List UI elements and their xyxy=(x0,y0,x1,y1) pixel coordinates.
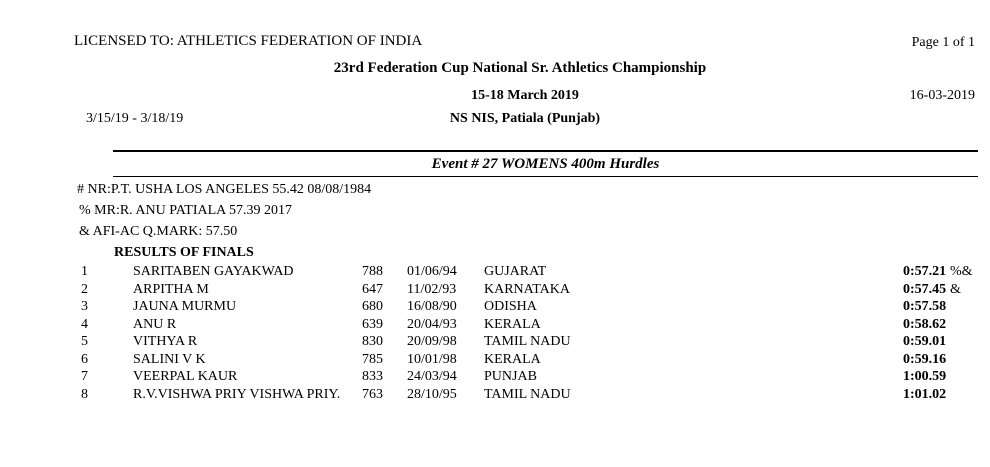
result-row xyxy=(0,264,990,281)
result-row xyxy=(0,282,990,299)
championship-dates: 15-18 March 2019 xyxy=(471,88,579,103)
athlete-name: ANU R xyxy=(133,317,177,332)
print-date: 16-03-2019 xyxy=(909,88,975,103)
finish-time: 0:57.45 xyxy=(903,282,947,297)
event-top-rule xyxy=(113,150,978,152)
result-row xyxy=(0,317,990,334)
athlete-name: VEERPAL KAUR xyxy=(133,369,238,384)
date-of-birth: 11/02/93 xyxy=(407,282,457,297)
event-title: Event # 27 WOMENS 400m Hurdles xyxy=(431,156,660,172)
result-row xyxy=(0,387,990,404)
finish-time: 0:58.62 xyxy=(903,317,947,332)
athlete-name: VITHYA R xyxy=(133,334,198,349)
venue: NS NIS, Patiala (Punjab) xyxy=(449,111,601,126)
bib-number: 785 xyxy=(362,352,383,367)
place: 4 xyxy=(81,317,88,332)
results-heading: RESULTS OF FINALS xyxy=(114,245,254,260)
bib-number: 639 xyxy=(362,317,383,332)
athlete-name: ARPITHA M xyxy=(133,282,209,297)
page-number: Page 1 of 1 xyxy=(911,35,975,50)
national-record: # NR:P.T. USHA LOS ANGELES 55.42 08/08/1984 xyxy=(77,182,372,197)
finish-time: 1:01.02 xyxy=(903,387,947,402)
athlete-name: SARITABEN GAYAKWAD xyxy=(133,264,294,279)
state: PUNJAB xyxy=(484,369,537,384)
state: KARNATAKA xyxy=(484,282,570,297)
result-row xyxy=(0,369,990,386)
bib-number: 763 xyxy=(362,387,383,402)
place: 2 xyxy=(81,282,88,297)
place: 6 xyxy=(81,352,88,367)
athlete-name: R.V.VISHWA PRIY VISHWA PRIY. xyxy=(133,387,341,402)
bib-number: 830 xyxy=(362,334,383,349)
athlete-name: SALINI V K xyxy=(133,352,206,367)
date-of-birth: 20/09/98 xyxy=(407,334,457,349)
bib-number: 680 xyxy=(362,299,383,314)
result-row xyxy=(0,334,990,351)
date-of-birth: 01/06/94 xyxy=(407,264,457,279)
state: KERALA xyxy=(484,317,541,332)
place: 8 xyxy=(81,387,88,402)
place: 3 xyxy=(81,299,88,314)
result-row xyxy=(0,299,990,316)
date-of-birth: 16/08/90 xyxy=(407,299,457,314)
record-mark: %& xyxy=(950,264,973,279)
state: KERALA xyxy=(484,352,541,367)
finish-time: 0:59.01 xyxy=(903,334,947,349)
place: 7 xyxy=(81,369,88,384)
bib-number: 647 xyxy=(362,282,383,297)
championship-title: 23rd Federation Cup National Sr. Athletics Championship xyxy=(333,60,707,76)
bib-number: 833 xyxy=(362,369,383,384)
state: ODISHA xyxy=(484,299,537,314)
finish-time: 0:57.58 xyxy=(903,299,947,314)
meet-record: % MR:R. ANU PATIALA 57.39 2017 xyxy=(79,203,293,218)
qualifying-mark: & AFI-AC Q.MARK: 57.50 xyxy=(79,224,238,239)
state: TAMIL NADU xyxy=(484,387,571,402)
athlete-name: JAUNA MURMU xyxy=(133,299,237,314)
date-of-birth: 24/03/94 xyxy=(407,369,457,384)
date-range: 3/15/19 - 3/18/19 xyxy=(86,111,184,126)
license-text: LICENSED TO: ATHLETICS FEDERATION OF INDIA xyxy=(74,33,423,49)
date-of-birth: 10/01/98 xyxy=(407,352,457,367)
date-of-birth: 28/10/95 xyxy=(407,387,457,402)
state: GUJARAT xyxy=(484,264,547,279)
event-bottom-rule xyxy=(113,176,978,177)
finish-time: 1:00.59 xyxy=(903,369,947,384)
finish-time: 0:57.21 xyxy=(903,264,947,279)
record-mark: & xyxy=(950,282,961,297)
result-row xyxy=(0,352,990,369)
bib-number: 788 xyxy=(362,264,383,279)
state: TAMIL NADU xyxy=(484,334,571,349)
date-of-birth: 20/04/93 xyxy=(407,317,457,332)
finish-time: 0:59.16 xyxy=(903,352,947,367)
place: 5 xyxy=(81,334,88,349)
place: 1 xyxy=(81,264,88,279)
